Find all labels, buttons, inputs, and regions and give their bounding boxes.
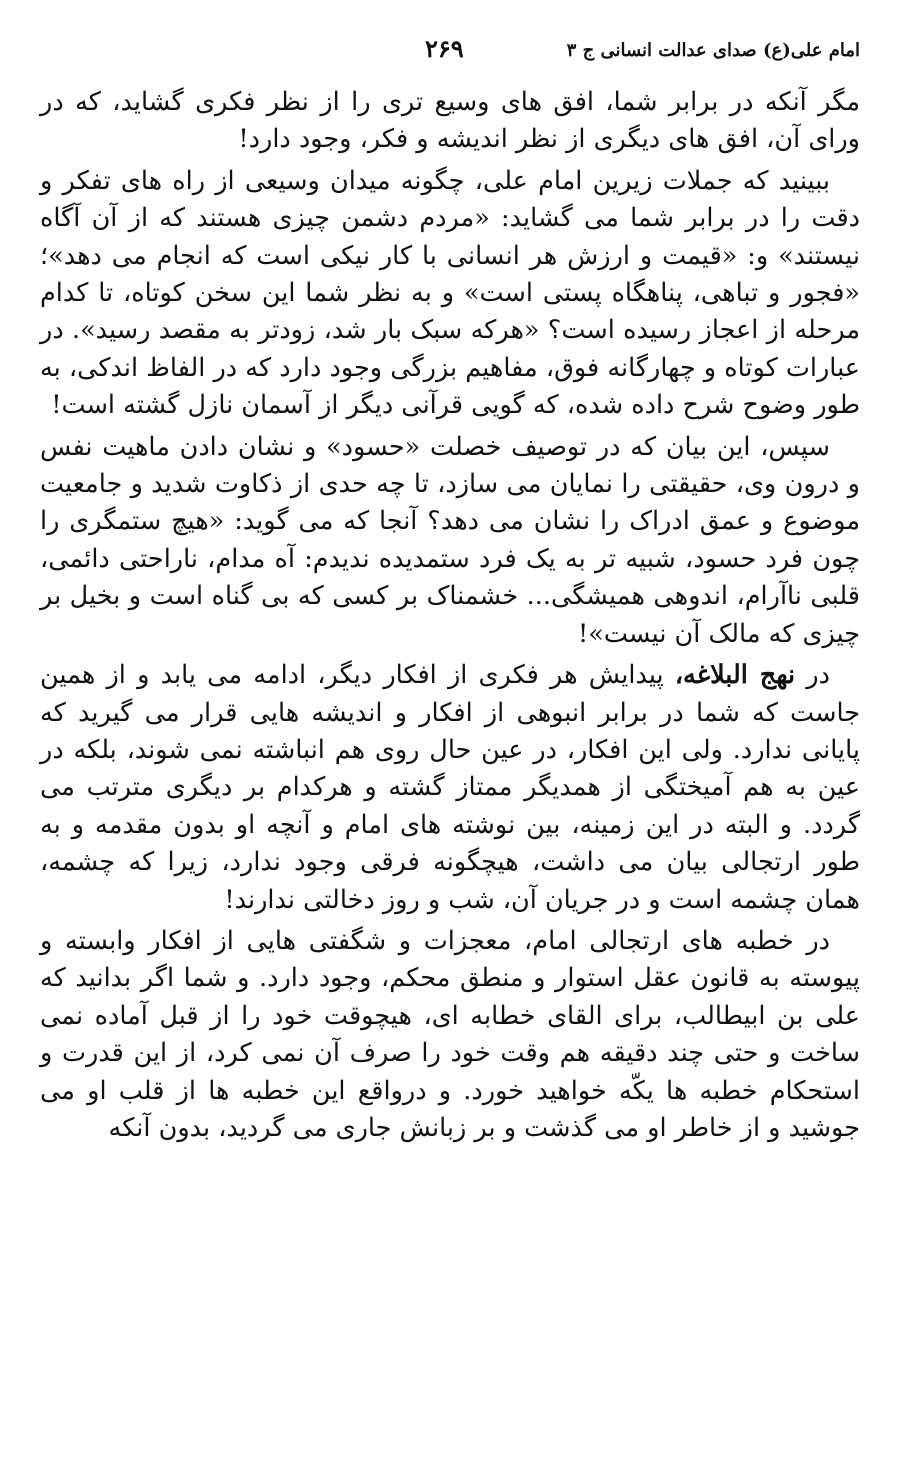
paragraph-text: ببینید که جملات زیرین امام علی، چگونه میدان وسیعی از راه های تفکر و دقت را در برابر شما می گشاید: «مردم دشمن چیزی هستند که از آن آگاه نیستند» و: «قیمت و ارزش هر انسانی با کار نیکی است که انجام می دهد»؛ «فجور و تباهی، پناهگاه پستی است» و به نظر شما این سخن کوتاه، تا کدام مرحله از اعجاز رسیده است؟ «هرکه سبک بار شد، زودتر به مقصد رسید». در عبارات کوتاه و چهارگانه فوق، مفاهیم بزرگی وجود دارد که در الفاظ اندکی، به طور وضوح شرح داده شده، که گویی قرآنی دیگر از آسمان نازل گشته است! bbox=[40, 165, 860, 421]
paragraph bbox=[40, 429, 860, 653]
paragraph-text: سپس، این بیان که در توصیف خصلت «حسود» و نشان دادن ماهیت نفس و درون وی، حقیقتی را نمایان می سازد، تا چه حدی از ذکاوت شدید و جامعیت موضوع و عمق ادراک را نشان می دهد؟ آنجا که می گوید: «هیچ ستمگری را چون فرد حسود، شبیه تر به یک فرد ستمدیده ندیدم: آه مدام، ناراحتی دائمی، قلبی ناآرام، اندوهی همیشگی... خشمناک بر کسی که بی گناه است و بخیل بر چیزی که مالک آن نیست»! bbox=[40, 431, 860, 649]
page-number: ۲۶۹ bbox=[425, 34, 464, 63]
page-header bbox=[40, 34, 860, 74]
paragraph-text: مگر آنکه در برابر شما، افق های وسیع تری را از نظر فکری گشاید، که در ورای آن، افق های دیگری از نظر اندیشه و فکر، وجود دارد! bbox=[40, 87, 860, 155]
paragraph-text: در خطبه های ارتجالی امام، معجزات و شگفتی هایی از افکار وابسته و پیوسته به قانون عقل استوار و منطق محکم، وجود دارد. و شما اگر بدانید که علی بن ابیطالب، برای القای خطابه ای، هیچوقت خود را از قبل آماده نمی ساخت و حتی چند دقیقه هم وقت خود را صرف آن نمی کرد، از این قدرت و استحکام خطبه ها یکّه خواهید خورد. و درواقع این خطبه ها از قلب او می جوشید و از خاطر او می گذشت و بر زبانش جاری می گردید، بدون آنکه bbox=[40, 925, 860, 1143]
paragraph bbox=[40, 657, 860, 919]
paragraph bbox=[40, 923, 860, 1147]
paragraph bbox=[40, 163, 860, 425]
body-text bbox=[40, 84, 860, 1151]
paragraph-text: پیدایش هر فکری از افکار دیگر، ادامه می یابد و از همین جاست که شما در برابر انبوهی از افکار و اندیشه هایی قرار می گیرید که پایانی ندارد. ولی این افکار، در عین حال روی هم انباشته نمی شوند، بلکه در عین به هم آمیختگی از همدیگر ممتاز گشته و هرکدام بر دیگری مترتب می گردد. و البته در این زمینه، بین نوشته های امام و آنچه او بدون مقدمه و به طور ارتجالی بیان می داشت، هیچگونه فرقی وجود ندارد، زیرا که چشمه، همان چشمه است و در جریان آن، شب و روز دخالتی ندارند! bbox=[40, 660, 860, 915]
book-title-emphasis: نهج البلاغه، bbox=[674, 660, 796, 691]
paragraph-lead: در bbox=[795, 660, 830, 691]
paragraph bbox=[40, 84, 860, 159]
running-title: امام علی(ع) صدای عدالت انسانی ج ۳ bbox=[566, 40, 860, 61]
